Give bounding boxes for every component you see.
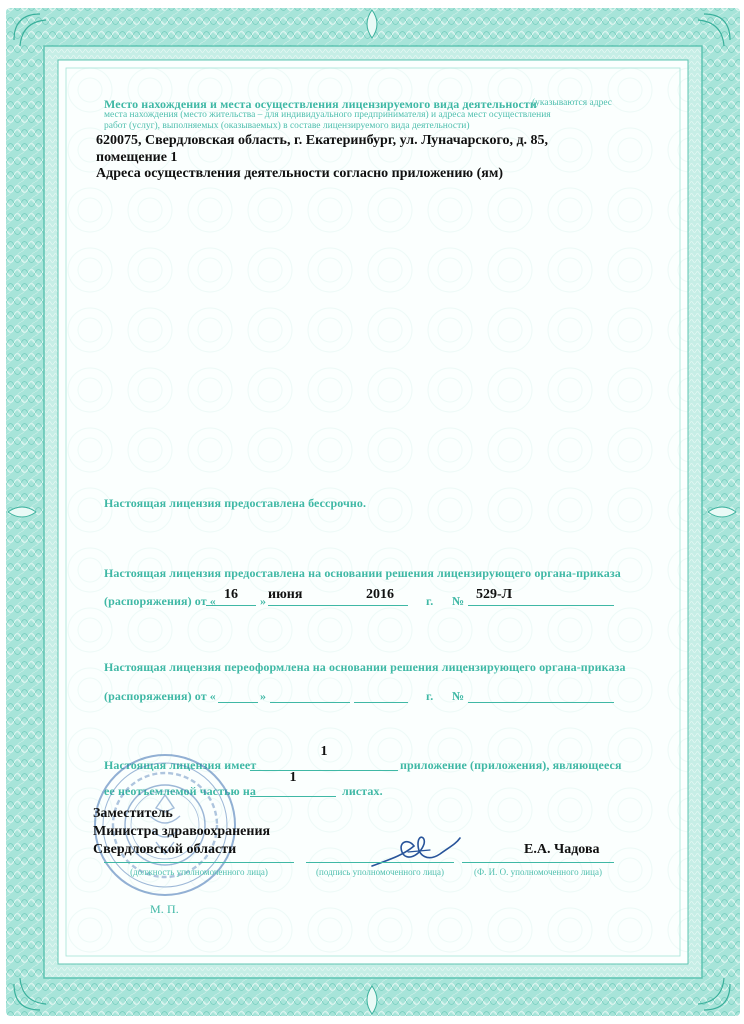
address-line-1: 620075, Свердловская область, г. Екатеринбург, ул. Луначарского, д. 85,	[96, 133, 549, 148]
grant-number-line	[468, 605, 614, 606]
reissue-year-line	[354, 702, 408, 703]
grant-month: июня	[268, 587, 303, 602]
name-line	[462, 862, 614, 863]
grant-month-line	[268, 605, 352, 606]
attachments-label-4: листах.	[342, 784, 383, 798]
attachments-label-1: Настоящая лицензия имеет	[104, 758, 257, 772]
grant-order-label: (распоряжения) от «	[104, 594, 216, 608]
grant-quote-close: »	[260, 594, 267, 608]
location-title: Место нахождения и места осуществления лицензируемого вида деятельности	[104, 97, 537, 111]
address-line-3: Адреса осуществления деятельности согласно приложению (ям)	[96, 166, 504, 181]
attachments-label-3: ее неотъемлемой частью на	[104, 784, 257, 798]
signatory-position-3: Свердловской области	[93, 842, 237, 857]
reissue-order-label: (распоряжения) от «	[104, 689, 216, 703]
grant-number-label: №	[452, 594, 465, 608]
attachments-count: 1	[320, 744, 328, 759]
reissue-day-line	[218, 702, 258, 703]
reissue-number-line	[468, 702, 614, 703]
location-hint-2: места нахождения (место жительства – для индивидуального предпринимателя) и адреса мест осуществления	[104, 110, 551, 120]
grant-year-suffix: г.	[426, 594, 434, 608]
signatory-position-2: Министра здравоохранения	[93, 824, 271, 839]
location-hint-3: работ (услуг), выполняемых (оказываемых) в составе лицензируемого вида деятельности)	[104, 121, 470, 131]
grant-year-line	[352, 605, 408, 606]
grant-number: 529-Л	[476, 587, 513, 602]
attachments-label-2: приложение (приложения), являющееся	[400, 758, 622, 772]
location-hint-1: (указываются адрес	[532, 98, 612, 108]
grant-year: 2016	[366, 587, 394, 602]
grant-day: 16	[224, 587, 238, 602]
grant-day-line	[206, 605, 256, 606]
signature-line	[306, 862, 454, 863]
position-line	[104, 862, 294, 863]
reissue-month-line	[270, 702, 350, 703]
attachments-sheets-line	[250, 796, 336, 797]
caption-name: (Ф. И. О. уполномоченного лица)	[474, 867, 602, 877]
reissue-quote-close: »	[260, 689, 267, 703]
caption-signature: (подпись уполномоченного лица)	[316, 867, 444, 877]
reissue-number-label: №	[452, 689, 465, 703]
grant-basis: Настоящая лицензия предоставлена на основании решения лицензирующего органа-приказа	[104, 566, 621, 580]
caption-position: (должность уполномоченного лица)	[130, 867, 268, 877]
attachments-sheets: 1	[289, 770, 297, 785]
signatory-position-1: Заместитель	[93, 806, 173, 821]
reissue-year-suffix: г.	[426, 689, 434, 703]
stamp-place-label: М. П.	[150, 902, 179, 916]
address-line-2: помещение 1	[96, 150, 178, 165]
license-term: Настоящая лицензия предоставлена бессрочно.	[104, 496, 367, 510]
signatory-name: Е.А. Чадова	[524, 842, 600, 857]
reissue-basis: Настоящая лицензия переоформлена на основании решения лицензирующего органа-приказа	[104, 660, 626, 674]
